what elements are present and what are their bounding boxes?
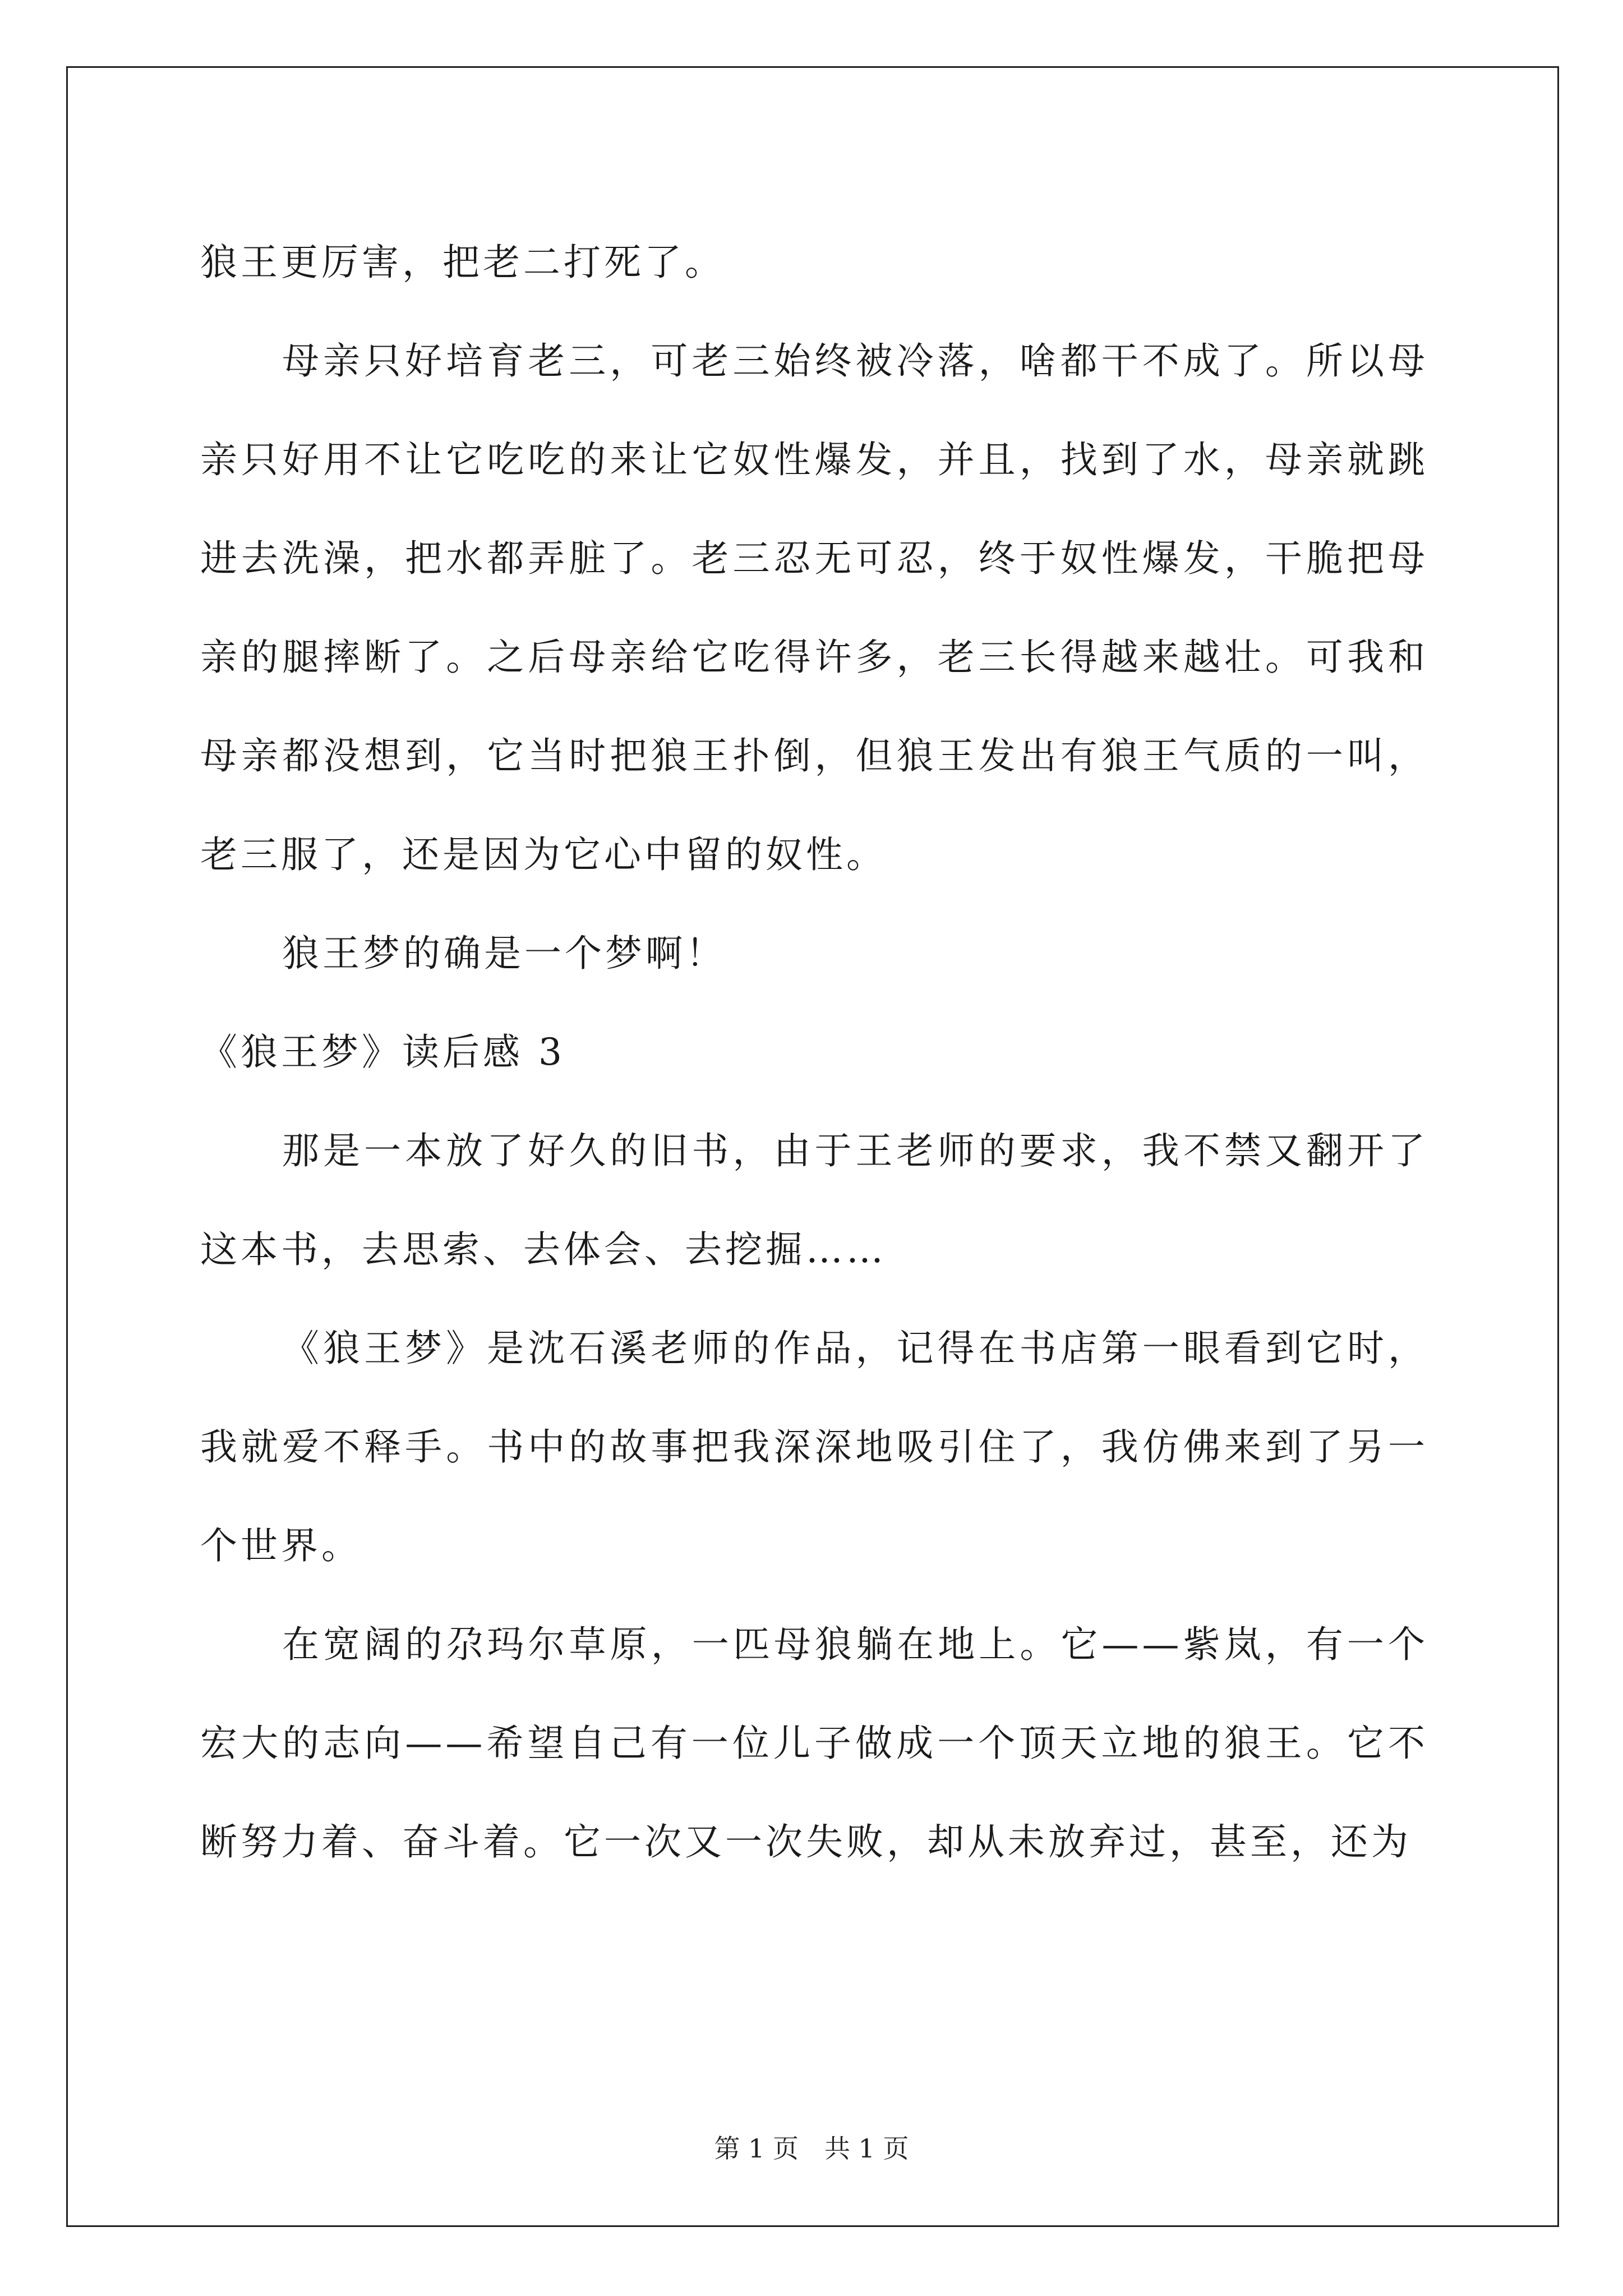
- paragraph-3: 狼王梦的确是一个梦啊！: [282, 932, 726, 975]
- section-heading: 《狼王梦》读后感 3: [200, 1030, 565, 1074]
- paragraph-4: 那是一本放了好久的旧书，由于王老师的要求，我不禁又翻开了这本书，去思索、去体会、去挖掘……: [200, 1129, 1428, 1271]
- page-footer: [0, 2132, 1623, 2165]
- page-number: 第 1 页: [714, 2133, 799, 2164]
- paragraph-2: 母亲只好培育老三，可老三始终被冷落，啥都干不成了。所以母亲只好用不让它吃吃的来让它奴性爆发，并且，找到了水，母亲就跳进去洗澡，把水都弄脏了。老三忍无可忍，终于奴性爆发，干脆把母亲的腿摔断了。之后母亲给它吃得许多，老三长得越来越壮。可我和母亲都没想到，它当时把狼王扑倒，但狼王发出有狼王气质的一叫，老三服了，还是因为它心中留的奴性。: [200, 339, 1428, 876]
- paragraph-5: 《狼王梦》是沈石溪老师的作品，记得在书店第一眼看到它时，我就爱不释手。书中的故事把我深深地吸引住了，我仿佛来到了另一个世界。: [200, 1327, 1428, 1567]
- page-total: 共 1 页: [824, 2133, 909, 2164]
- paragraph-6: 在宽阔的尕玛尔草原，一匹母狼躺在地上。它——紫岚，有一个宏大的志向——希望自己有一位儿子做成一个顶天立地的狼王。它不断努力着、奋斗着。它一次又一次失败，却从未放弃过，甚至，还为: [200, 1623, 1428, 1864]
- document-body: [200, 213, 1428, 1892]
- paragraph-1: 狼王更厉害，把老二打死了。: [200, 241, 725, 284]
